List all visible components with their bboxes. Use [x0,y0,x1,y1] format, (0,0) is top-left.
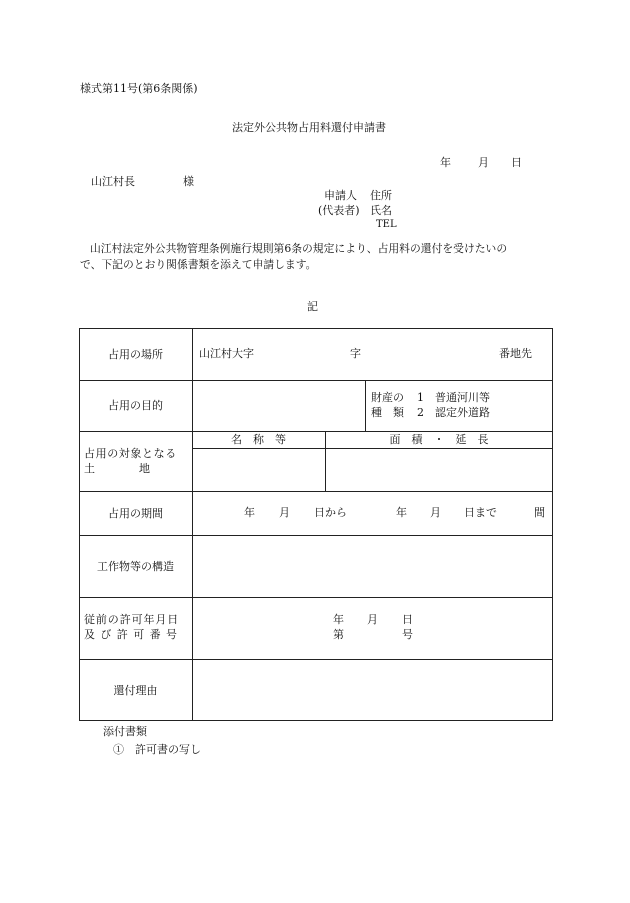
representative-label: (代表者) [318,204,360,217]
location-aza: 字 [350,347,361,360]
period-duration: 間 [534,506,545,519]
applicant-label: 申請人 [324,189,357,202]
structure-label: 工作物等の構造 [97,559,174,573]
date-year: 年 [440,156,451,169]
address-label: 住所 [370,189,392,202]
property-label-1: 財産の [371,391,404,404]
previous-label-1: 従前の許可年月日 [84,613,180,626]
page-title: 法定外公共物占用料還付申請書 [232,121,386,134]
attachment-item: ① 許可書の写し [113,743,201,756]
property-option-2: 2 認定外道路 [417,406,490,419]
date-month: 月 [478,156,489,169]
name-label: 氏名 [370,204,392,217]
previous-day: 日 [402,613,413,626]
location-banchi: 番地先 [499,347,532,360]
period-label: 占用の期間 [108,506,163,520]
land-col-area: 面 積 ・ 延 長 [389,433,489,446]
addressee-honorific: 様 [183,175,194,188]
previous-label-2: 及び許可番号 [84,628,183,641]
period-year-1: 年 [244,506,255,519]
body-text-line-2: で、下記のとおり関係書類を添えて申請します。 [80,258,317,271]
property-option-1: 1 普通河川等 [417,391,490,404]
period-from: 日から [314,506,347,519]
previous-month: 月 [367,613,378,626]
tel-label: TEL [376,219,397,230]
previous-dai: 第 [333,628,344,641]
date-day: 日 [511,156,522,169]
previous-year: 年 [333,613,344,626]
body-text-line-1: 山江村法定外公共物管理条例施行規則第6条の規定により、占用料の還付を受けたいの [90,242,508,255]
period-month-2: 月 [430,506,441,519]
land-label-2: 土 地 [84,462,150,475]
form-number: 様式第11号(第6条関係) [80,82,198,95]
purpose-label: 占用の目的 [108,399,163,412]
period-year-2: 年 [396,506,407,519]
land-col-name: 名 称 等 [231,433,286,446]
ki-heading: 記 [307,300,318,313]
addressee-name: 山江村長 [91,175,135,188]
land-label-1: 占用の対象となる [84,447,177,460]
period-to: 日まで [464,506,497,519]
location-label: 占用の場所 [108,347,163,361]
property-label-2: 種 類 [371,406,404,419]
attachments-label: 添付書類 [103,725,147,738]
location-village: 山江村大字 [199,347,254,360]
previous-go: 号 [402,628,413,641]
period-month-1: 月 [279,506,290,519]
reason-label: 還付理由 [113,683,158,697]
